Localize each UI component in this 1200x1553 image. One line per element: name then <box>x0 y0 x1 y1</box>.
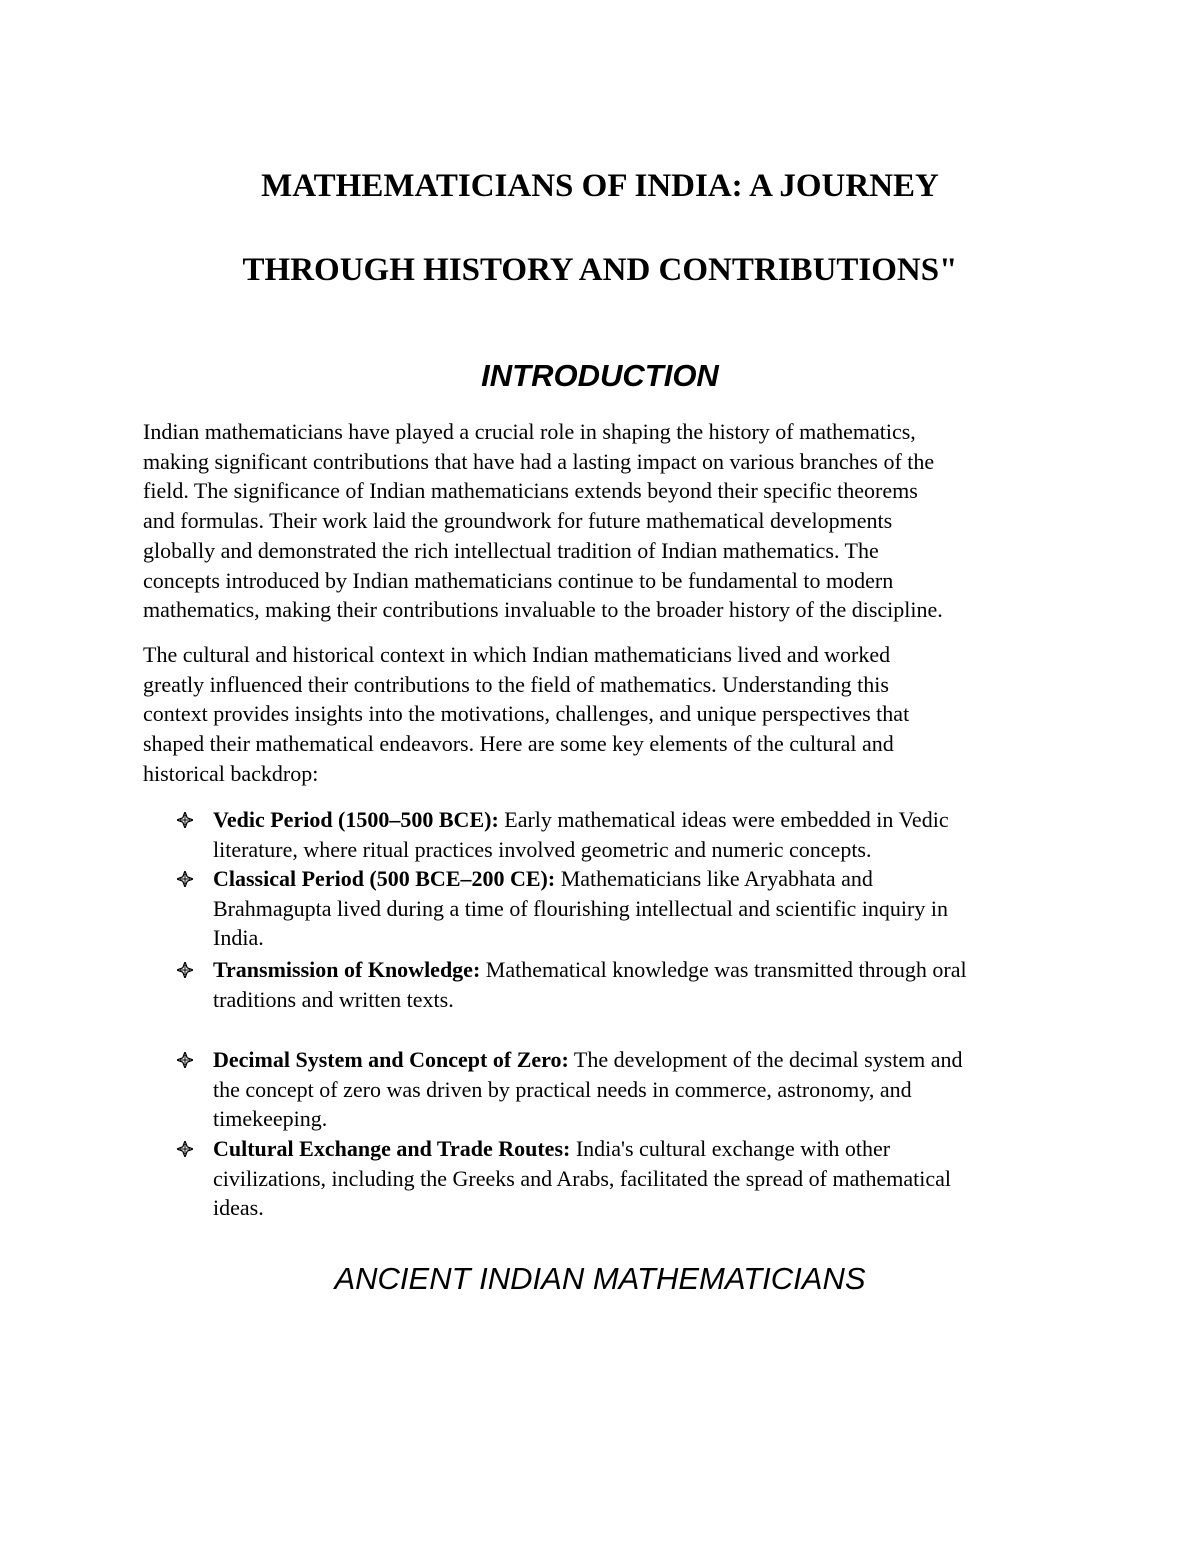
introduction-paragraph-2 <box>143 640 1073 789</box>
bullet-description: India's cultural exchange with other <box>570 1136 891 1161</box>
bullet-term: Classical Period (500 BCE–200 CE): <box>213 866 556 891</box>
bullet-description: literature, where ritual practices involved geometric and numeric concepts. <box>213 836 872 862</box>
paragraph-line: greatly influenced their contributions to the field of mathematics. Understanding this <box>143 671 889 697</box>
bullet-text <box>213 805 1073 864</box>
bullet-description: The development of the decimal system and <box>568 1047 963 1072</box>
bullet-description: traditions and written texts. <box>213 986 454 1012</box>
introduction-heading: INTRODUCTION <box>481 358 719 393</box>
bullet-description: Mathematicians like Aryabhata and <box>555 866 873 891</box>
four-diamond-bullet-icon <box>177 1052 193 1068</box>
bullet-term: Transmission of Knowledge: <box>213 957 481 982</box>
paragraph-line: and formulas. Their work laid the groundwork for future mathematical developments <box>143 508 893 534</box>
bullet-description: Mathematical knowledge was transmitted through oral <box>480 957 967 982</box>
bullet-text <box>213 1045 1073 1134</box>
paragraph-line: historical backdrop: <box>143 760 319 786</box>
four-diamond-bullet-icon <box>177 962 193 978</box>
paragraph-line: context provides insights into the motivations, challenges, and unique perspectives that <box>143 701 910 727</box>
bullet-term: Decimal System and Concept of Zero: <box>213 1047 569 1072</box>
bullet-text <box>213 1134 1073 1223</box>
bullet-term: Cultural Exchange and Trade Routes: <box>213 1136 571 1161</box>
paragraph-line: Indian mathematicians have played a crucial role in shaping the history of mathematics, <box>143 419 916 444</box>
introduction-paragraph-1 <box>143 417 1073 625</box>
document-title-line-2: THROUGH HISTORY AND CONTRIBUTIONS" <box>242 252 958 288</box>
four-diamond-bullet-icon <box>177 1141 193 1157</box>
paragraph-line: field. The significance of Indian mathematicians extends beyond their specific theorems <box>143 478 918 504</box>
bullet-description: Brahmagupta lived during a time of flourishing intellectual and scientific inquiry in <box>213 895 948 921</box>
bullet-description: India. <box>213 925 264 951</box>
bullet-term: Vedic Period (1500–500 BCE): <box>213 807 499 832</box>
bullet-text <box>213 955 1073 1014</box>
bullet-text <box>213 864 1073 953</box>
paragraph-line: making significant contributions that have had a lasting impact on various branches of the <box>143 448 935 474</box>
ancient-mathematicians-heading: ANCIENT INDIAN MATHEMATICIANS <box>334 1261 866 1296</box>
paragraph-line: concepts introduced by Indian mathematicians continue to be fundamental to modern <box>143 567 894 593</box>
paragraph-line: The cultural and historical context in which Indian mathematicians lived and worked <box>143 642 891 667</box>
paragraph-line: globally and demonstrated the rich intellectual tradition of Indian mathematics. The <box>143 537 879 563</box>
bullet-description: civilizations, including the Greeks and Arabs, facilitated the spread of mathematical <box>213 1165 951 1191</box>
paragraph-line: shaped their mathematical endeavors. Here are some key elements of the cultural and <box>143 731 894 757</box>
document-title-line-1: MATHEMATICIANS OF INDIA: A JOURNEY <box>261 168 939 204</box>
bullet-description: ideas. <box>213 1195 264 1221</box>
bullet-description: the concept of zero was driven by practical needs in commerce, astronomy, and <box>213 1076 912 1102</box>
paragraph-line: mathematics, making their contributions invaluable to the broader history of the discipline. <box>143 597 943 623</box>
four-diamond-bullet-icon <box>177 812 193 828</box>
bullet-description: timekeeping. <box>213 1106 328 1132</box>
bullet-description: Early mathematical ideas were embedded in Vedic <box>498 807 949 832</box>
four-diamond-bullet-icon <box>177 871 193 887</box>
